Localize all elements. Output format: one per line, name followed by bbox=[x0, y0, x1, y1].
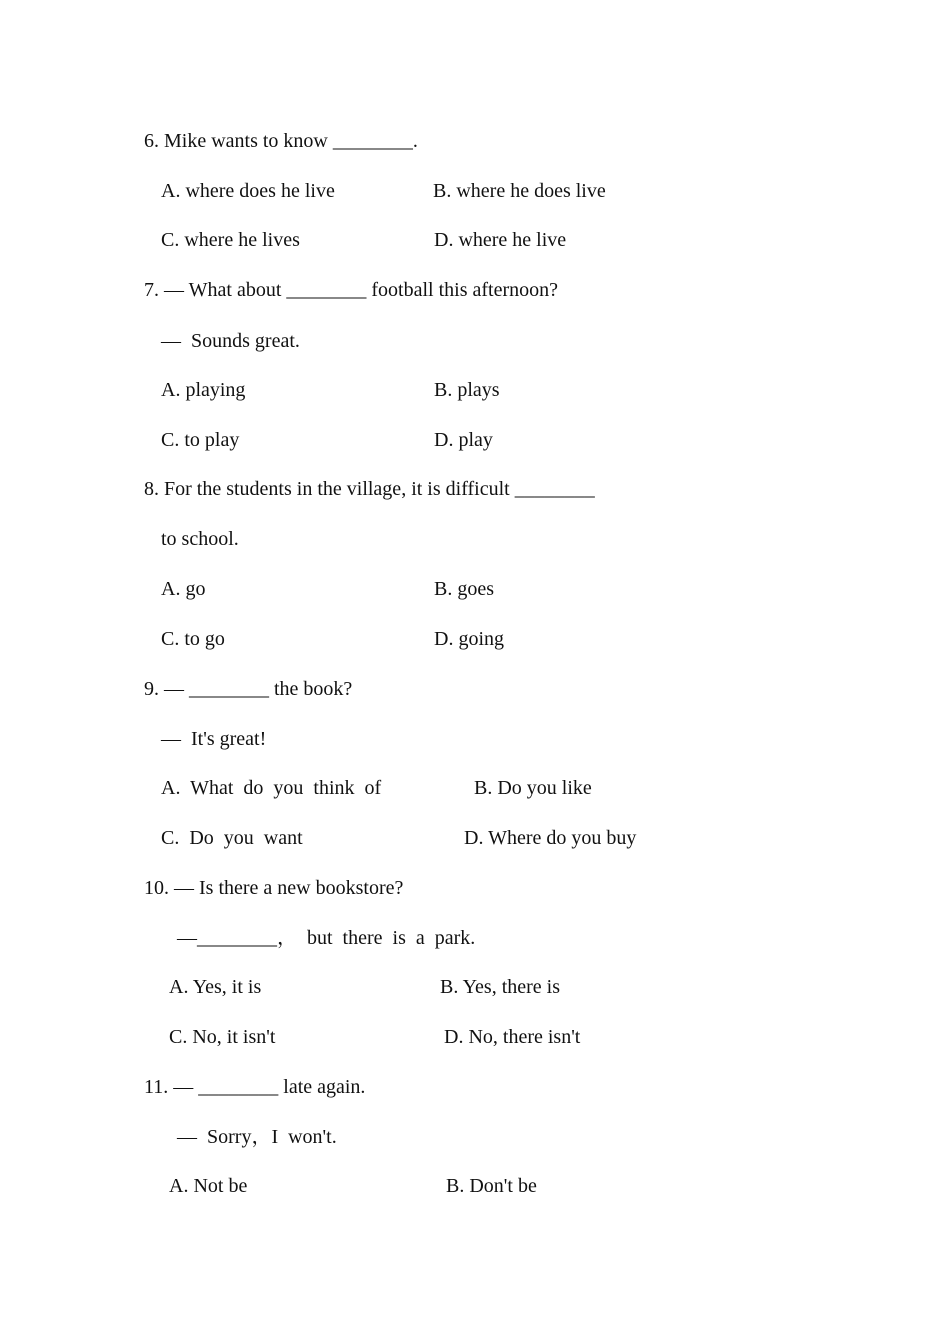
question-7-reply: — Sounds great. bbox=[161, 330, 300, 352]
question-6-option-c: C. where he lives bbox=[161, 229, 300, 251]
question-9-option-a: A. What do you think of bbox=[161, 777, 382, 799]
question-6-option-b: B. where he does live bbox=[433, 180, 606, 202]
question-7-option-c: C. to play bbox=[161, 429, 240, 451]
question-9-option-d: D. Where do you buy bbox=[464, 827, 637, 849]
question-9-option-c: C. Do you want bbox=[161, 827, 303, 849]
question-10-option-d: D. No, there isn't bbox=[444, 1026, 581, 1048]
question-9-option-b: B. Do you like bbox=[474, 777, 592, 799]
question-10-reply: —________， but there is a park. bbox=[177, 927, 476, 949]
question-10-option-c: C. No, it isn't bbox=[169, 1026, 276, 1048]
question-10-stem: 10. — Is there a new bookstore? bbox=[144, 877, 404, 899]
question-6-stem: 6. Mike wants to know ________. bbox=[144, 130, 418, 152]
question-8-option-d: D. going bbox=[434, 628, 504, 650]
question-6-option-a: A. where does he live bbox=[161, 180, 335, 202]
question-7-option-a: A. playing bbox=[161, 379, 246, 401]
question-9-stem: 9. — ________ the book? bbox=[144, 678, 353, 700]
question-11-reply: — Sorry，I won't. bbox=[177, 1126, 337, 1148]
question-10-option-b: B. Yes, there is bbox=[440, 976, 561, 998]
question-8-stem: 8. For the students in the village, it is difficult ________ bbox=[144, 478, 595, 500]
question-8-option-c: C. to go bbox=[161, 628, 225, 650]
question-7-option-b: B. plays bbox=[434, 379, 500, 401]
question-7-option-d: D. play bbox=[434, 429, 493, 451]
question-6-option-d: D. where he live bbox=[434, 229, 567, 251]
question-11-stem: 11. — ________ late again. bbox=[144, 1076, 366, 1098]
question-9-reply: — It's great! bbox=[161, 728, 267, 750]
question-11-option-a: A. Not be bbox=[169, 1175, 248, 1197]
question-8-option-a: A. go bbox=[161, 578, 206, 600]
question-8-option-b: B. goes bbox=[434, 578, 494, 600]
question-8-stem-continued: to school. bbox=[161, 528, 239, 550]
question-10-option-a: A. Yes, it is bbox=[169, 976, 262, 998]
question-7-stem: 7. — What about ________ football this afternoon? bbox=[144, 279, 558, 301]
question-11-option-b: B. Don't be bbox=[446, 1175, 537, 1197]
